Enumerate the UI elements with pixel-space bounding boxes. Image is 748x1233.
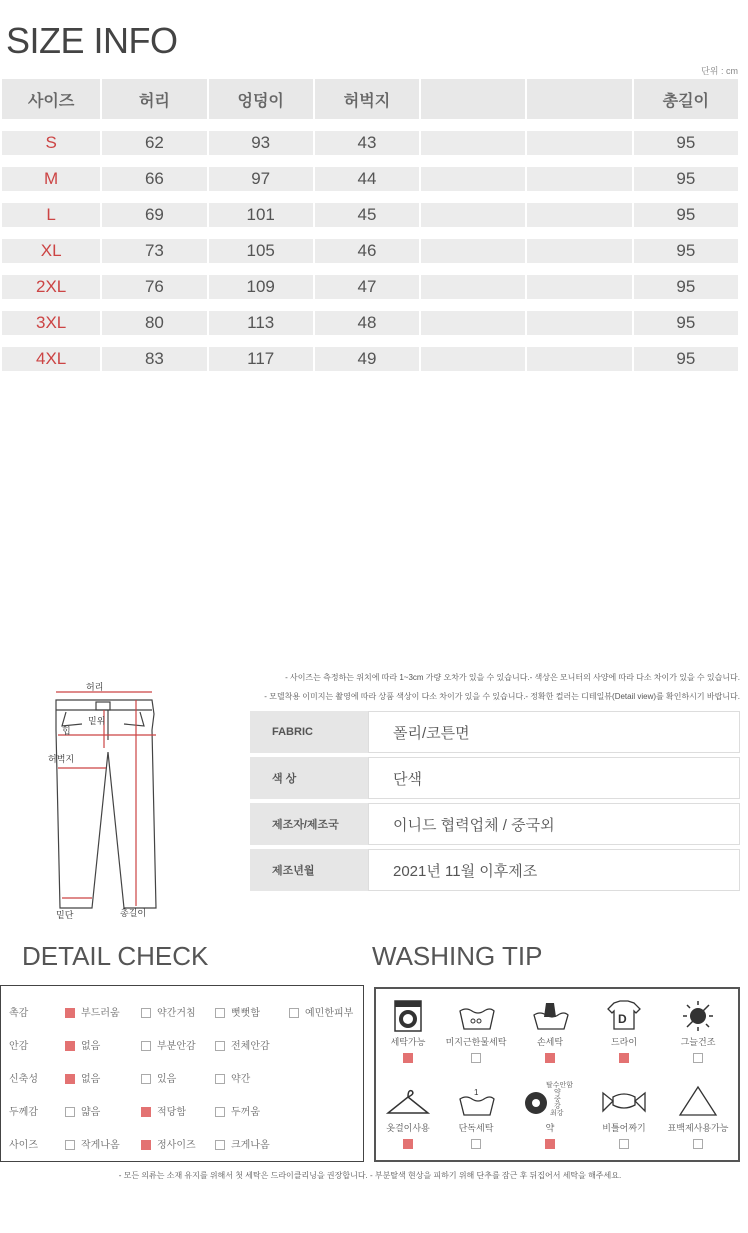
detail-row — [1, 1099, 365, 1119]
detail-checkbox[interactable] — [65, 1074, 75, 1084]
spec-row — [250, 757, 740, 799]
measure-cell: 47 — [315, 263, 419, 299]
size-row — [2, 335, 738, 371]
measure-cell: 80 — [102, 299, 206, 335]
shade-dry-icon — [678, 999, 718, 1033]
header-cell: 허벅지 — [315, 79, 419, 119]
wash-checkbox[interactable] — [693, 1139, 703, 1149]
spec-key: 색 상 — [250, 757, 368, 799]
unit-label: 단위 : cm — [701, 66, 738, 76]
size-row — [2, 263, 738, 299]
detail-row — [1, 1000, 365, 1020]
size-cell: 2XL — [2, 263, 100, 299]
hand-wash-icon — [530, 999, 570, 1033]
detail-checkbox[interactable] — [215, 1008, 225, 1018]
size-table — [0, 79, 740, 371]
measure-cell — [527, 155, 631, 191]
detail-option[interactable] — [215, 1103, 260, 1118]
measure-cell: 95 — [634, 191, 738, 227]
detail-checkbox[interactable] — [215, 1140, 225, 1150]
wash-checkbox[interactable] — [545, 1139, 555, 1149]
measure-cell: 95 — [634, 335, 738, 371]
detail-checkbox[interactable] — [141, 1140, 151, 1150]
measure-cell — [527, 263, 631, 299]
detail-checkbox[interactable] — [65, 1107, 75, 1117]
wash-label: 옷걸이사용 — [386, 1123, 430, 1133]
detail-checkbox[interactable] — [215, 1041, 225, 1051]
washing-tip-title: WASHING TIP — [372, 941, 543, 971]
detail-checkbox[interactable] — [65, 1140, 75, 1150]
size-row — [2, 227, 738, 263]
measure-cell: 66 — [102, 155, 206, 191]
detail-option[interactable] — [65, 1037, 100, 1052]
spec-value: 이니드 협력업체 / 중국외 — [368, 803, 740, 845]
detail-row — [1, 1132, 365, 1152]
detail-option-label: 있음 — [157, 1074, 177, 1085]
size-row — [2, 155, 738, 191]
measure-cell — [527, 335, 631, 371]
detail-option-label: 약간 — [231, 1074, 251, 1085]
detail-label: 신축성 — [9, 1074, 38, 1085]
wash-item — [372, 1085, 444, 1149]
measure-cell — [421, 299, 525, 335]
spec-value: 폴리/코튼면 — [368, 711, 740, 753]
detail-checkbox[interactable] — [215, 1074, 225, 1084]
spec-row — [250, 803, 740, 845]
measure-cell: 93 — [209, 119, 313, 155]
measure-cell: 48 — [315, 299, 419, 335]
wash-checkbox[interactable] — [471, 1053, 481, 1063]
measure-cell: 73 — [102, 227, 206, 263]
wash-item — [662, 1085, 734, 1149]
hanger-icon — [385, 1085, 431, 1119]
measure-cell: 83 — [102, 335, 206, 371]
wash-checkbox[interactable] — [471, 1139, 481, 1149]
detail-option-label: 없음 — [81, 1041, 101, 1052]
spin-level: 중 — [554, 1095, 561, 1103]
detail-option-label: 뻣뻣함 — [231, 1008, 260, 1019]
label-hem: 밑단 — [56, 910, 74, 920]
spec-key: FABRIC — [250, 711, 368, 753]
detail-checkbox[interactable] — [141, 1074, 151, 1084]
detail-label: 촉감 — [9, 1008, 29, 1019]
label-hip: 힙 — [62, 726, 71, 736]
size-table-header — [2, 79, 738, 119]
wash-item — [440, 1085, 512, 1149]
detail-checkbox[interactable] — [289, 1008, 299, 1018]
detail-option-label: 약간거침 — [157, 1008, 196, 1019]
measure-cell: 105 — [209, 227, 313, 263]
spec-table — [250, 707, 740, 895]
washing-tip-box — [374, 987, 740, 1162]
detail-option-label: 적당함 — [157, 1107, 186, 1118]
detail-option[interactable] — [141, 1103, 186, 1118]
detail-label: 사이즈 — [9, 1140, 38, 1151]
detail-checkbox[interactable] — [141, 1041, 151, 1051]
page-title: SIZE INFO — [6, 20, 178, 61]
wash-checkbox[interactable] — [403, 1139, 413, 1149]
detail-row — [1, 1066, 365, 1086]
wash-item — [440, 999, 512, 1063]
washing-machine-icon — [391, 999, 425, 1033]
wash-label: 미지근한물세탁 — [445, 1037, 507, 1047]
header-cell: 엉덩이 — [209, 79, 313, 119]
measure-cell: 95 — [634, 227, 738, 263]
header-cell: 사이즈 — [2, 79, 100, 119]
detail-option[interactable] — [289, 1004, 353, 1019]
detail-label: 두께감 — [9, 1107, 38, 1118]
wash-item — [588, 999, 660, 1063]
wash-label: 손세탁 — [536, 1037, 564, 1047]
pants-diagram — [44, 680, 174, 925]
spec-row — [250, 711, 740, 753]
spec-value: 단색 — [368, 757, 740, 799]
measure-cell: 45 — [315, 191, 419, 227]
detail-option[interactable] — [215, 1037, 270, 1052]
label-thigh: 허벅지 — [48, 754, 75, 764]
measure-cell — [421, 263, 525, 299]
warm-water-icon — [456, 999, 496, 1033]
footer-note: - 모든 의류는 소재 유지를 위해서 첫 세탁은 드라이클리닝을 권장합니다. - 부분탈색 현상을 피하기 위해 단추를 잠근 후 뒤집어서 세탁을 해주세요. — [118, 1171, 622, 1180]
measure-cell — [527, 227, 631, 263]
measure-cell: 95 — [634, 119, 738, 155]
header-cell — [527, 79, 631, 119]
spin-level: 약 — [554, 1088, 561, 1096]
header-cell — [421, 79, 525, 119]
spec-key: 제조자/제조국 — [250, 803, 368, 845]
size-row — [2, 119, 738, 155]
note-line: - 사이즈는 측정하는 위치에 따라 1~3cm 가량 오차가 있을 수 있습니다.- 색상은 모니터의 사양에 따라 다소 차이가 있을 수 있습니다. — [285, 673, 740, 682]
detail-check-box — [0, 985, 364, 1162]
detail-option[interactable] — [141, 1037, 196, 1052]
detail-option[interactable] — [65, 1136, 120, 1151]
detail-option-label: 부분안감 — [157, 1041, 196, 1052]
spec-row — [250, 849, 740, 891]
wash-checkbox[interactable] — [545, 1053, 555, 1063]
detail-checkbox[interactable] — [141, 1107, 151, 1117]
wash-checkbox[interactable] — [619, 1053, 629, 1063]
detail-option-label: 부드러움 — [81, 1008, 120, 1019]
measure-cell — [527, 299, 631, 335]
measure-cell — [527, 119, 631, 155]
measure-cell: 95 — [634, 155, 738, 191]
measure-cell — [421, 191, 525, 227]
measure-cell — [421, 227, 525, 263]
wash-label: 세탁가능 — [390, 1037, 426, 1047]
separate-wash-icon — [456, 1085, 496, 1119]
detail-checkbox[interactable] — [215, 1107, 225, 1117]
measure-cell: 69 — [102, 191, 206, 227]
wash-item — [514, 999, 586, 1063]
detail-checkbox[interactable] — [141, 1008, 151, 1018]
wash-checkbox[interactable] — [693, 1053, 703, 1063]
dry-clean-icon — [604, 999, 644, 1033]
size-cell: 3XL — [2, 299, 100, 335]
detail-option-label: 얇음 — [81, 1107, 101, 1118]
detail-checkbox[interactable] — [65, 1008, 75, 1018]
detail-option-label: 크게나옴 — [231, 1140, 270, 1151]
detail-check-title: DETAIL CHECK — [22, 941, 209, 971]
detail-option-label: 전체안감 — [231, 1041, 270, 1052]
detail-option[interactable] — [215, 1070, 250, 1085]
spin-level: 강 — [554, 1102, 561, 1110]
wash-label: 그늘건조 — [680, 1037, 716, 1047]
measure-cell: 62 — [102, 119, 206, 155]
wash-label: 단독세탁 — [458, 1123, 494, 1133]
measure-cell: 117 — [209, 335, 313, 371]
measure-cell: 95 — [634, 263, 738, 299]
measure-cell: 109 — [209, 263, 313, 299]
bleach-icon — [678, 1085, 718, 1119]
wash-label: 약 — [545, 1123, 555, 1133]
measure-cell: 101 — [209, 191, 313, 227]
measure-cell: 44 — [315, 155, 419, 191]
header-cell: 총길이 — [634, 79, 738, 119]
wash-label: 드라이 — [610, 1037, 638, 1047]
spin-dry-icon — [520, 1081, 580, 1119]
spin-level: 탈수안함 — [546, 1081, 574, 1089]
svg-text:1: 1 — [474, 1088, 479, 1097]
measure-cell: 113 — [209, 299, 313, 335]
wash-item — [662, 999, 734, 1063]
measure-cell: 95 — [634, 299, 738, 335]
size-cell: L — [2, 191, 100, 227]
measure-cell: 49 — [315, 335, 419, 371]
wash-checkbox[interactable] — [619, 1139, 629, 1149]
size-row — [2, 299, 738, 335]
measure-cell — [421, 335, 525, 371]
wash-item — [372, 999, 444, 1063]
size-cell: 4XL — [2, 335, 100, 371]
measure-cell: 76 — [102, 263, 206, 299]
size-row — [2, 191, 738, 227]
wring-icon — [601, 1085, 647, 1119]
wash-label: 비틀어짜기 — [602, 1123, 646, 1133]
detail-option[interactable] — [65, 1070, 100, 1085]
detail-label: 안감 — [9, 1041, 29, 1052]
wash-checkbox[interactable] — [403, 1053, 413, 1063]
label-waist: 허리 — [86, 682, 104, 692]
detail-option[interactable] — [141, 1004, 196, 1019]
detail-option[interactable] — [65, 1103, 100, 1118]
size-cell: XL — [2, 227, 100, 263]
detail-option[interactable] — [141, 1136, 196, 1151]
detail-option-label: 작게나옴 — [81, 1140, 120, 1151]
svg-text:D: D — [618, 1012, 627, 1026]
spec-value: 2021년 11월 이후제조 — [368, 849, 740, 891]
wash-item — [588, 1085, 660, 1149]
wash-item — [514, 1081, 586, 1149]
detail-option-label: 정사이즈 — [157, 1140, 196, 1151]
measure-cell: 46 — [315, 227, 419, 263]
label-length: 총길이 — [120, 908, 147, 918]
note-line: - 모델착용 이미지는 촬영에 따라 상품 색상이 다소 차이가 있을 수 있습니다.- 정확한 컬러는 디테일뷰(Detail view)를 확인하시기 바랍니다. — [264, 692, 740, 701]
detail-option[interactable] — [215, 1136, 270, 1151]
spin-level: 최강 — [550, 1109, 564, 1117]
label-rise: 밑위 — [88, 716, 106, 726]
size-cell: M — [2, 155, 100, 191]
notes — [180, 668, 740, 706]
detail-option-label: 없음 — [81, 1074, 101, 1085]
detail-checkbox[interactable] — [65, 1041, 75, 1051]
measure-cell: 97 — [209, 155, 313, 191]
header-cell: 허리 — [102, 79, 206, 119]
detail-row — [1, 1033, 365, 1053]
detail-option-label: 두꺼움 — [231, 1107, 260, 1118]
measure-cell — [421, 155, 525, 191]
spec-key: 제조년월 — [250, 849, 368, 891]
detail-option[interactable] — [65, 1004, 120, 1019]
measure-cell: 43 — [315, 119, 419, 155]
detail-option[interactable] — [215, 1004, 260, 1019]
wash-label: 표백제사용가능 — [667, 1123, 729, 1133]
detail-option-label: 예민한피부 — [305, 1008, 354, 1019]
size-cell: S — [2, 119, 100, 155]
detail-option[interactable] — [141, 1070, 176, 1085]
measure-cell — [527, 191, 631, 227]
measure-cell — [421, 119, 525, 155]
